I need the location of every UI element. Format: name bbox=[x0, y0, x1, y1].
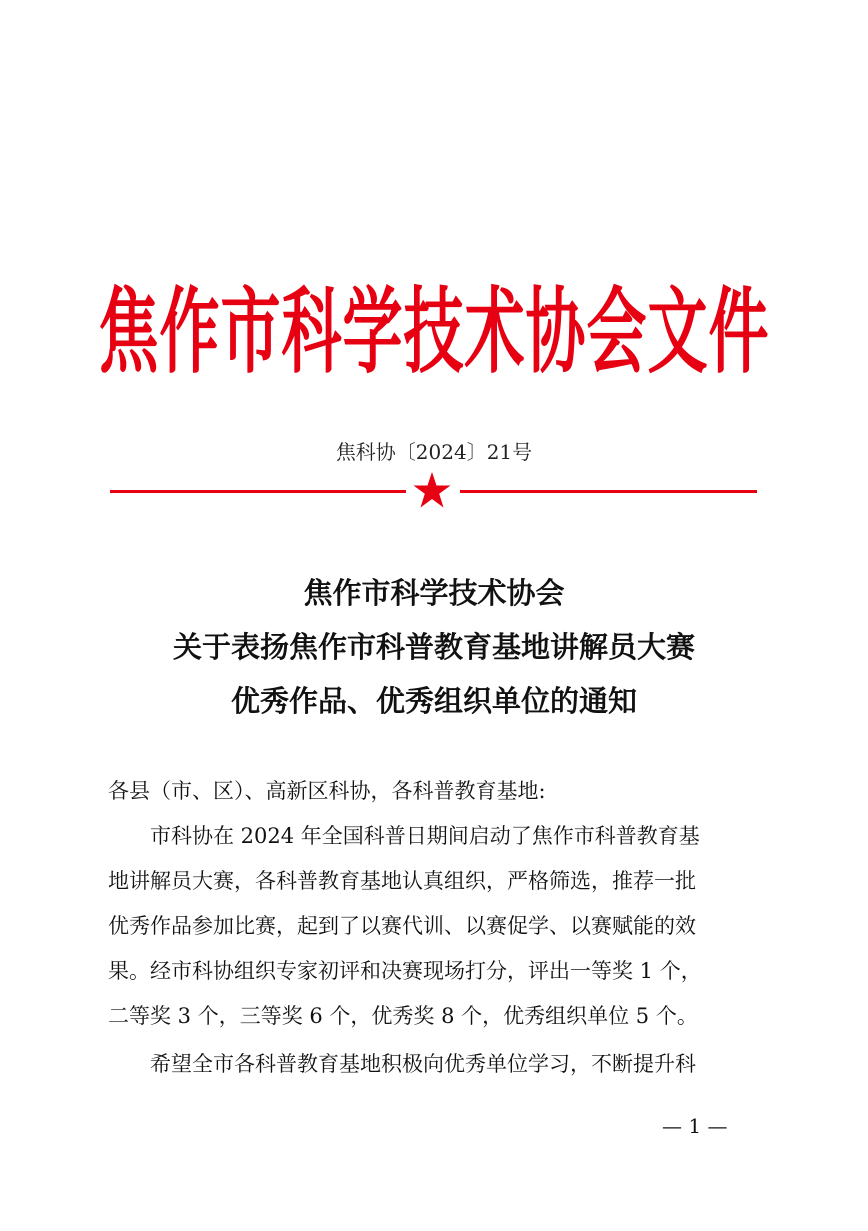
body-line: 优秀作品参加比赛，起到了以赛代训、以赛促学、以赛赋能的效 bbox=[108, 914, 696, 938]
body-line: 二等奖 3 个，三等奖 6 个，优秀奖 8 个，优秀组织单位 5 个。 bbox=[108, 1004, 698, 1028]
document-number: 焦科协〔2024〕21号 bbox=[335, 440, 533, 464]
page-number: — 1 — bbox=[662, 1114, 728, 1138]
masthead-title: 焦作市科学技术协会文件 bbox=[98, 278, 770, 388]
body-line: 地讲解员大赛，各科普教育基地认真组织，严格筛选，推荐一批 bbox=[108, 869, 696, 893]
body-line: 果。经市科协组织专家初评和决赛现场打分，评出一等奖 1 个， bbox=[108, 959, 702, 983]
title-line-3: 优秀作品、优秀组织单位的通知 bbox=[230, 684, 637, 718]
title-line-1: 焦作市科学技术协会 bbox=[303, 576, 565, 610]
divider-right bbox=[460, 490, 757, 493]
title-line-2: 关于表扬焦作市科普教育基地讲解员大赛 bbox=[172, 630, 695, 664]
body-line: 市科协在 2024 年全国科普日期间启动了焦作市科普教育基 bbox=[150, 824, 700, 848]
body-line: 希望全市各科普教育基地积极向优秀单位学习，不断提升科 bbox=[150, 1052, 696, 1076]
salutation: 各县（市、区）、高新区科协，各科普教育基地: bbox=[108, 779, 546, 803]
star-icon bbox=[412, 471, 452, 511]
divider-left bbox=[110, 490, 406, 493]
